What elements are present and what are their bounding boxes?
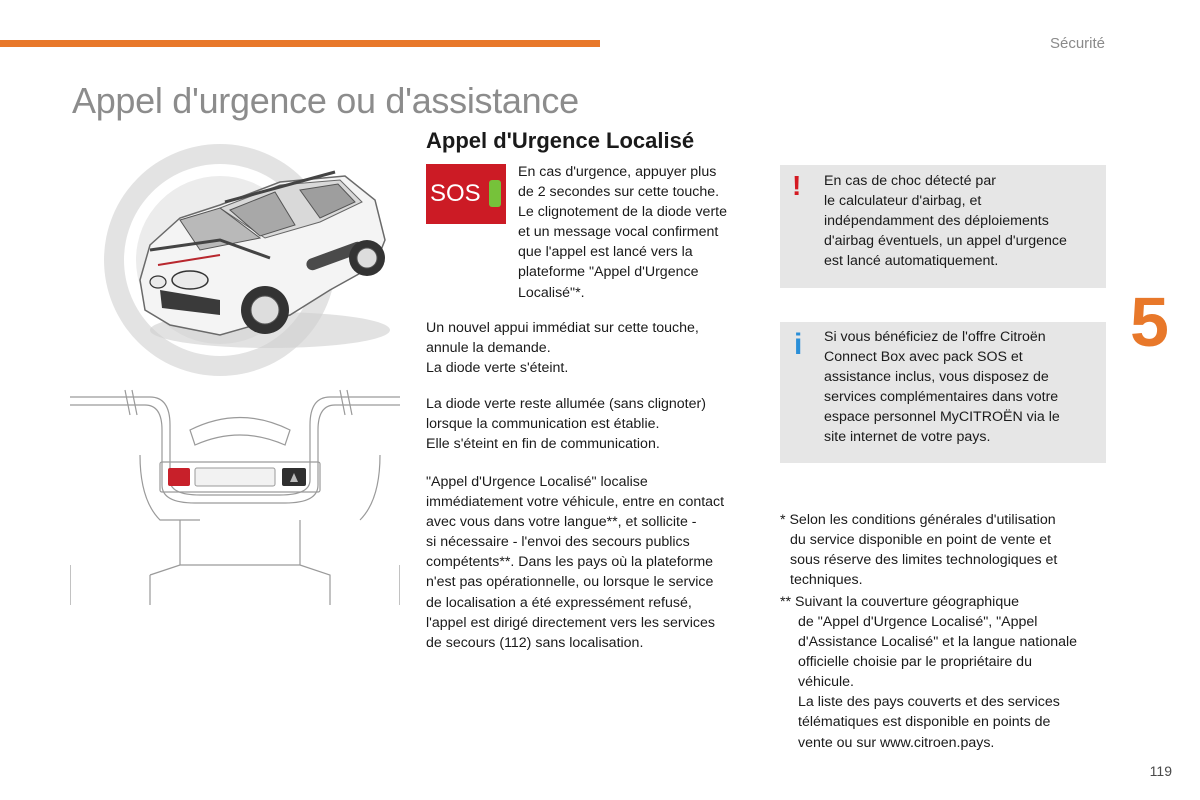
paragraph-localisation: "Appel d'Urgence Localisé" localise immédiatement votre véhicule, entre en contact avec vous dans votre langue**, et sollicite - si nécessaire - l'envoi des secours publics compétents**. Dans les pays où la plateforme n'est pas opérationnelle, ou lorsque le service de localisation a été expressément refusé, l'appel est dirigé directement vers les services de secours (112) sans localisation. [426, 474, 725, 651]
header-accent-bar [0, 40, 600, 47]
subheading: Appel d'Urgence Localisé [426, 128, 695, 153]
paragraph-cancel: Un nouvel appui immédiat sur cette touche, annule la demande. La diode verte s'éteint. [426, 320, 699, 377]
paragraph-led: La diode verte reste allumée (sans clignoter) lorsque la communication est établie. Elle s'éteint en fin de communication. [426, 396, 706, 453]
footnote-2-continued: de "Appel d'Urgence Localisé", "Appel d'Assistance Localisé" et la langue nationale officielle choisie par le propriétaire du véhicule. La liste des pays couverts et des services télématiques est disponible en points de vente ou sur www.citroen.pays. [798, 614, 1078, 751]
warning-text: En cas de choc détecté par le calculateur d'airbag, et indépendamment des déploiements d'airbag éventuels, un appel d'urgence est lancé automatiquement. [824, 173, 1067, 270]
ceiling-console-illustration [70, 385, 400, 605]
green-led-icon [489, 180, 501, 207]
page-title: Appel d'urgence ou d'assistance [72, 80, 579, 121]
section-label: Sécurité [1049, 35, 1105, 52]
chapter-number: 5 [1130, 283, 1169, 361]
page-number: 119 [1149, 763, 1172, 779]
footnote-2: ** Suivant la couverture géographique [780, 594, 1019, 610]
sos-button-label: SOS [430, 180, 481, 207]
car-illustration [70, 130, 400, 390]
intro-text: En cas d'urgence, appuyer plus de 2 secondes sur cette touche. Le clignotement de la diode verte et un message vocal confirment que l'appel est lancé vers la plateforme "Appel d'Urgence Localisé"*. [518, 164, 728, 301]
exclamation-icon: ! [792, 170, 802, 201]
footnote-1: * Selon les conditions générales d'utilisation [780, 512, 1056, 528]
footnote-1-continued: du service disponible en point de vente et sous réserve des limites technologiques et techniques. [790, 532, 1058, 589]
info-text: Si vous bénéficiez de l'offre Citroën Connect Box avec pack SOS et assistance inclus, vous disposez de services complémentaires dans votre espace personnel MyCITROËN via le site internet de votre pays. [824, 329, 1060, 446]
info-icon: i [794, 328, 803, 361]
